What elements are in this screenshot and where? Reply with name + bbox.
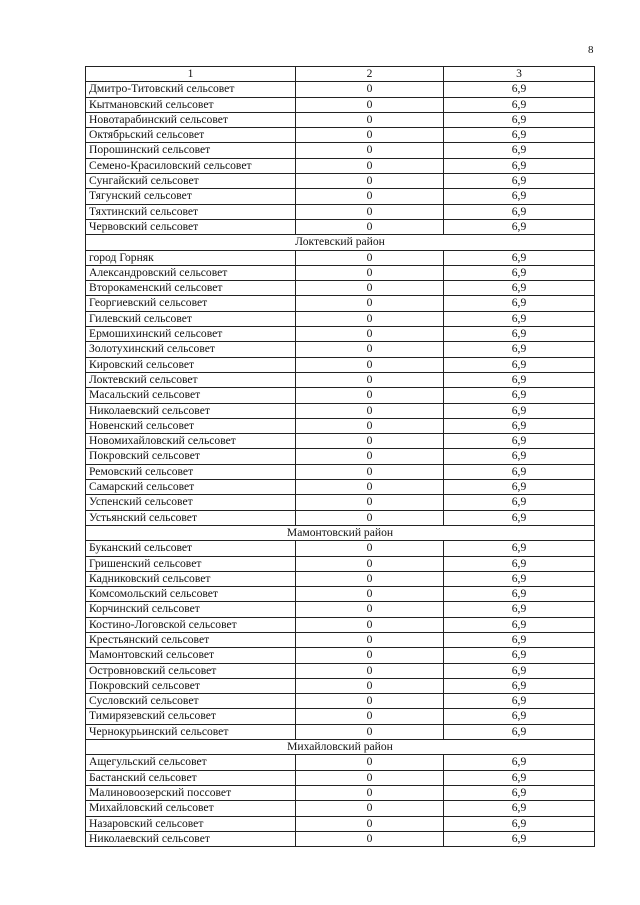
- settlement-name-cell: город Горняк: [86, 250, 296, 265]
- value-col2-cell: 0: [296, 143, 444, 158]
- settlement-name-cell: Покровский сельсовет: [86, 678, 296, 693]
- table-row: [86, 663, 595, 678]
- table-row: [86, 816, 595, 831]
- settlement-name-cell: Малиновоозерский поссовет: [86, 785, 296, 800]
- value-col3-cell: 6,9: [444, 724, 595, 739]
- value-col3-cell: 6,9: [444, 174, 595, 189]
- value-col2-cell: 0: [296, 816, 444, 831]
- table-row: [86, 158, 595, 173]
- table-row: [86, 755, 595, 770]
- district-name: Мамонтовский район: [86, 525, 595, 540]
- table-row: [86, 801, 595, 816]
- district-section-row: [86, 525, 595, 540]
- value-col3-cell: 6,9: [444, 357, 595, 372]
- value-col2-cell: 0: [296, 678, 444, 693]
- value-col2-cell: 0: [296, 602, 444, 617]
- table-row: [86, 785, 595, 800]
- value-col2-cell: 0: [296, 357, 444, 372]
- value-col2-cell: 0: [296, 632, 444, 647]
- settlement-name-cell: Покровский сельсовет: [86, 449, 296, 464]
- table-row: [86, 204, 595, 219]
- settlement-name-cell: Николаевский сельсовет: [86, 403, 296, 418]
- value-col3-cell: 6,9: [444, 281, 595, 296]
- table-row: [86, 831, 595, 846]
- table-row: [86, 495, 595, 510]
- value-col2-cell: 0: [296, 541, 444, 556]
- settlement-name-cell: Георгиевский сельсовет: [86, 296, 296, 311]
- settlement-name-cell: Ермошихинский сельсовет: [86, 327, 296, 342]
- settlement-name-cell: Михайловский сельсовет: [86, 801, 296, 816]
- value-col3-cell: 6,9: [444, 755, 595, 770]
- value-col2-cell: 0: [296, 219, 444, 234]
- value-col2-cell: 0: [296, 112, 444, 127]
- settlement-name-cell: Устьянский сельсовет: [86, 510, 296, 525]
- value-col2-cell: 0: [296, 174, 444, 189]
- page-number: 8: [588, 44, 594, 56]
- value-col2-cell: 0: [296, 388, 444, 403]
- settlement-name-cell: Буканский сельсовет: [86, 541, 296, 556]
- value-col3-cell: 6,9: [444, 449, 595, 464]
- value-col3-cell: 6,9: [444, 709, 595, 724]
- value-col2-cell: 0: [296, 709, 444, 724]
- table-row: [86, 189, 595, 204]
- value-col3-cell: 6,9: [444, 617, 595, 632]
- allocation-table: [85, 66, 595, 847]
- table-row: [86, 296, 595, 311]
- value-col3-cell: 6,9: [444, 480, 595, 495]
- table-row: [86, 541, 595, 556]
- value-col3-cell: 6,9: [444, 694, 595, 709]
- table-row: [86, 265, 595, 280]
- value-col3-cell: 6,9: [444, 388, 595, 403]
- value-col3-cell: 6,9: [444, 311, 595, 326]
- settlement-name-cell: Червовский сельсовет: [86, 219, 296, 234]
- settlement-name-cell: Порошинский сельсовет: [86, 143, 296, 158]
- settlement-name-cell: Кировский сельсовет: [86, 357, 296, 372]
- table-row: [86, 174, 595, 189]
- table-row: [86, 128, 595, 143]
- table-header-row: [86, 67, 595, 82]
- settlement-name-cell: Комсомольский сельсовет: [86, 587, 296, 602]
- value-col3-cell: 6,9: [444, 632, 595, 647]
- settlement-name-cell: Успенский сельсовет: [86, 495, 296, 510]
- table-row: [86, 510, 595, 525]
- settlement-name-cell: Кытмановский сельсовет: [86, 97, 296, 112]
- settlement-name-cell: Александровский сельсовет: [86, 265, 296, 280]
- value-col2-cell: 0: [296, 296, 444, 311]
- settlement-name-cell: Тягунский сельсовет: [86, 189, 296, 204]
- value-col3-cell: 6,9: [444, 785, 595, 800]
- value-col2-cell: 0: [296, 587, 444, 602]
- table-row: [86, 82, 595, 97]
- value-col3-cell: 6,9: [444, 510, 595, 525]
- table-row: [86, 357, 595, 372]
- value-col2-cell: 0: [296, 449, 444, 464]
- value-col3-cell: 6,9: [444, 296, 595, 311]
- settlement-name-cell: Локтевский сельсовет: [86, 372, 296, 387]
- table-row: [86, 571, 595, 586]
- table-row: [86, 464, 595, 479]
- value-col2-cell: 0: [296, 342, 444, 357]
- settlement-name-cell: Чернокурьинский сельсовет: [86, 724, 296, 739]
- value-col3-cell: 6,9: [444, 327, 595, 342]
- settlement-name-cell: Новомихайловский сельсовет: [86, 434, 296, 449]
- settlement-name-cell: Тимирязевский сельсовет: [86, 709, 296, 724]
- value-col3-cell: 6,9: [444, 571, 595, 586]
- table-row: [86, 327, 595, 342]
- value-col3-cell: 6,9: [444, 97, 595, 112]
- settlement-name-cell: Мамонтовский сельсовет: [86, 648, 296, 663]
- value-col2-cell: 0: [296, 281, 444, 296]
- table-row: [86, 556, 595, 571]
- value-col3-cell: 6,9: [444, 265, 595, 280]
- value-col3-cell: 6,9: [444, 678, 595, 693]
- settlement-name-cell: Октябрьский сельсовет: [86, 128, 296, 143]
- value-col2-cell: 0: [296, 128, 444, 143]
- table-row: [86, 648, 595, 663]
- table-row: [86, 342, 595, 357]
- table-row: [86, 372, 595, 387]
- column-header-3: 3: [444, 67, 595, 82]
- table-row: [86, 694, 595, 709]
- value-col2-cell: 0: [296, 204, 444, 219]
- value-col2-cell: 0: [296, 495, 444, 510]
- value-col2-cell: 0: [296, 311, 444, 326]
- settlement-name-cell: Назаровский сельсовет: [86, 816, 296, 831]
- table-row: [86, 678, 595, 693]
- value-col2-cell: 0: [296, 755, 444, 770]
- settlement-name-cell: Сусловский сельсовет: [86, 694, 296, 709]
- table-row: [86, 632, 595, 647]
- value-col2-cell: 0: [296, 372, 444, 387]
- value-col2-cell: 0: [296, 617, 444, 632]
- value-col3-cell: 6,9: [444, 464, 595, 479]
- value-col3-cell: 6,9: [444, 342, 595, 357]
- table-row: [86, 617, 595, 632]
- table-row: [86, 403, 595, 418]
- settlement-name-cell: Масальский сельсовет: [86, 388, 296, 403]
- district-section-row: [86, 740, 595, 755]
- settlement-name-cell: Кадниковский сельсовет: [86, 571, 296, 586]
- value-col2-cell: 0: [296, 724, 444, 739]
- district-section-row: [86, 235, 595, 250]
- value-col3-cell: 6,9: [444, 587, 595, 602]
- value-col2-cell: 0: [296, 556, 444, 571]
- table-row: [86, 449, 595, 464]
- value-col3-cell: 6,9: [444, 831, 595, 846]
- settlement-name-cell: Новенский сельсовет: [86, 418, 296, 433]
- value-col3-cell: 6,9: [444, 219, 595, 234]
- settlement-name-cell: Гилевский сельсовет: [86, 311, 296, 326]
- value-col3-cell: 6,9: [444, 801, 595, 816]
- value-col3-cell: 6,9: [444, 770, 595, 785]
- column-header-2: 2: [296, 67, 444, 82]
- settlement-name-cell: Сунгайский сельсовет: [86, 174, 296, 189]
- value-col3-cell: 6,9: [444, 648, 595, 663]
- value-col2-cell: 0: [296, 158, 444, 173]
- table-body: [86, 67, 595, 847]
- value-col2-cell: 0: [296, 571, 444, 586]
- value-col3-cell: 6,9: [444, 663, 595, 678]
- table-row: [86, 219, 595, 234]
- value-col3-cell: 6,9: [444, 403, 595, 418]
- value-col2-cell: 0: [296, 694, 444, 709]
- value-col3-cell: 6,9: [444, 128, 595, 143]
- value-col2-cell: 0: [296, 648, 444, 663]
- value-col2-cell: 0: [296, 770, 444, 785]
- value-col3-cell: 6,9: [444, 541, 595, 556]
- table-row: [86, 587, 595, 602]
- value-col2-cell: 0: [296, 418, 444, 433]
- value-col3-cell: 6,9: [444, 158, 595, 173]
- value-col2-cell: 0: [296, 831, 444, 846]
- value-col3-cell: 6,9: [444, 189, 595, 204]
- table-row: [86, 311, 595, 326]
- value-col3-cell: 6,9: [444, 556, 595, 571]
- value-col3-cell: 6,9: [444, 82, 595, 97]
- value-col3-cell: 6,9: [444, 418, 595, 433]
- value-col2-cell: 0: [296, 480, 444, 495]
- settlement-name-cell: Ащегульский сельсовет: [86, 755, 296, 770]
- value-col3-cell: 6,9: [444, 143, 595, 158]
- settlement-name-cell: Второкаменский сельсовет: [86, 281, 296, 296]
- table-row: [86, 770, 595, 785]
- value-col2-cell: 0: [296, 464, 444, 479]
- value-col3-cell: 6,9: [444, 372, 595, 387]
- value-col2-cell: 0: [296, 82, 444, 97]
- table-row: [86, 602, 595, 617]
- settlement-name-cell: Тяхтинский сельсовет: [86, 204, 296, 219]
- table-row: [86, 709, 595, 724]
- settlement-name-cell: Ремовский сельсовет: [86, 464, 296, 479]
- settlement-name-cell: Бастанский сельсовет: [86, 770, 296, 785]
- settlement-name-cell: Корчинский сельсовет: [86, 602, 296, 617]
- settlement-name-cell: Крестьянский сельсовет: [86, 632, 296, 647]
- table-row: [86, 724, 595, 739]
- value-col3-cell: 6,9: [444, 250, 595, 265]
- table-row: [86, 97, 595, 112]
- settlement-name-cell: Дмитро-Титовский сельсовет: [86, 82, 296, 97]
- district-name: Михайловский район: [86, 740, 595, 755]
- value-col2-cell: 0: [296, 663, 444, 678]
- value-col2-cell: 0: [296, 434, 444, 449]
- value-col3-cell: 6,9: [444, 434, 595, 449]
- value-col3-cell: 6,9: [444, 495, 595, 510]
- settlement-name-cell: Семено-Красиловский сельсовет: [86, 158, 296, 173]
- value-col2-cell: 0: [296, 250, 444, 265]
- table-row: [86, 418, 595, 433]
- value-col3-cell: 6,9: [444, 204, 595, 219]
- district-name: Локтевский район: [86, 235, 595, 250]
- value-col2-cell: 0: [296, 510, 444, 525]
- value-col2-cell: 0: [296, 801, 444, 816]
- settlement-name-cell: Островновский сельсовет: [86, 663, 296, 678]
- settlement-name-cell: Самарский сельсовет: [86, 480, 296, 495]
- value-col2-cell: 0: [296, 97, 444, 112]
- settlement-name-cell: Николаевский сельсовет: [86, 831, 296, 846]
- value-col2-cell: 0: [296, 327, 444, 342]
- value-col2-cell: 0: [296, 785, 444, 800]
- value-col3-cell: 6,9: [444, 112, 595, 127]
- table-row: [86, 281, 595, 296]
- settlement-name-cell: Костино-Логовской сельсовет: [86, 617, 296, 632]
- value-col2-cell: 0: [296, 265, 444, 280]
- settlement-name-cell: Золотухинский сельсовет: [86, 342, 296, 357]
- table-row: [86, 480, 595, 495]
- table-row: [86, 250, 595, 265]
- settlement-name-cell: Новотарабинский сельсовет: [86, 112, 296, 127]
- value-col2-cell: 0: [296, 403, 444, 418]
- value-col3-cell: 6,9: [444, 816, 595, 831]
- table-row: [86, 388, 595, 403]
- table-row: [86, 434, 595, 449]
- column-header-1: 1: [86, 67, 296, 82]
- table-row: [86, 143, 595, 158]
- settlement-name-cell: Гришенский сельсовет: [86, 556, 296, 571]
- value-col3-cell: 6,9: [444, 602, 595, 617]
- table-row: [86, 112, 595, 127]
- value-col2-cell: 0: [296, 189, 444, 204]
